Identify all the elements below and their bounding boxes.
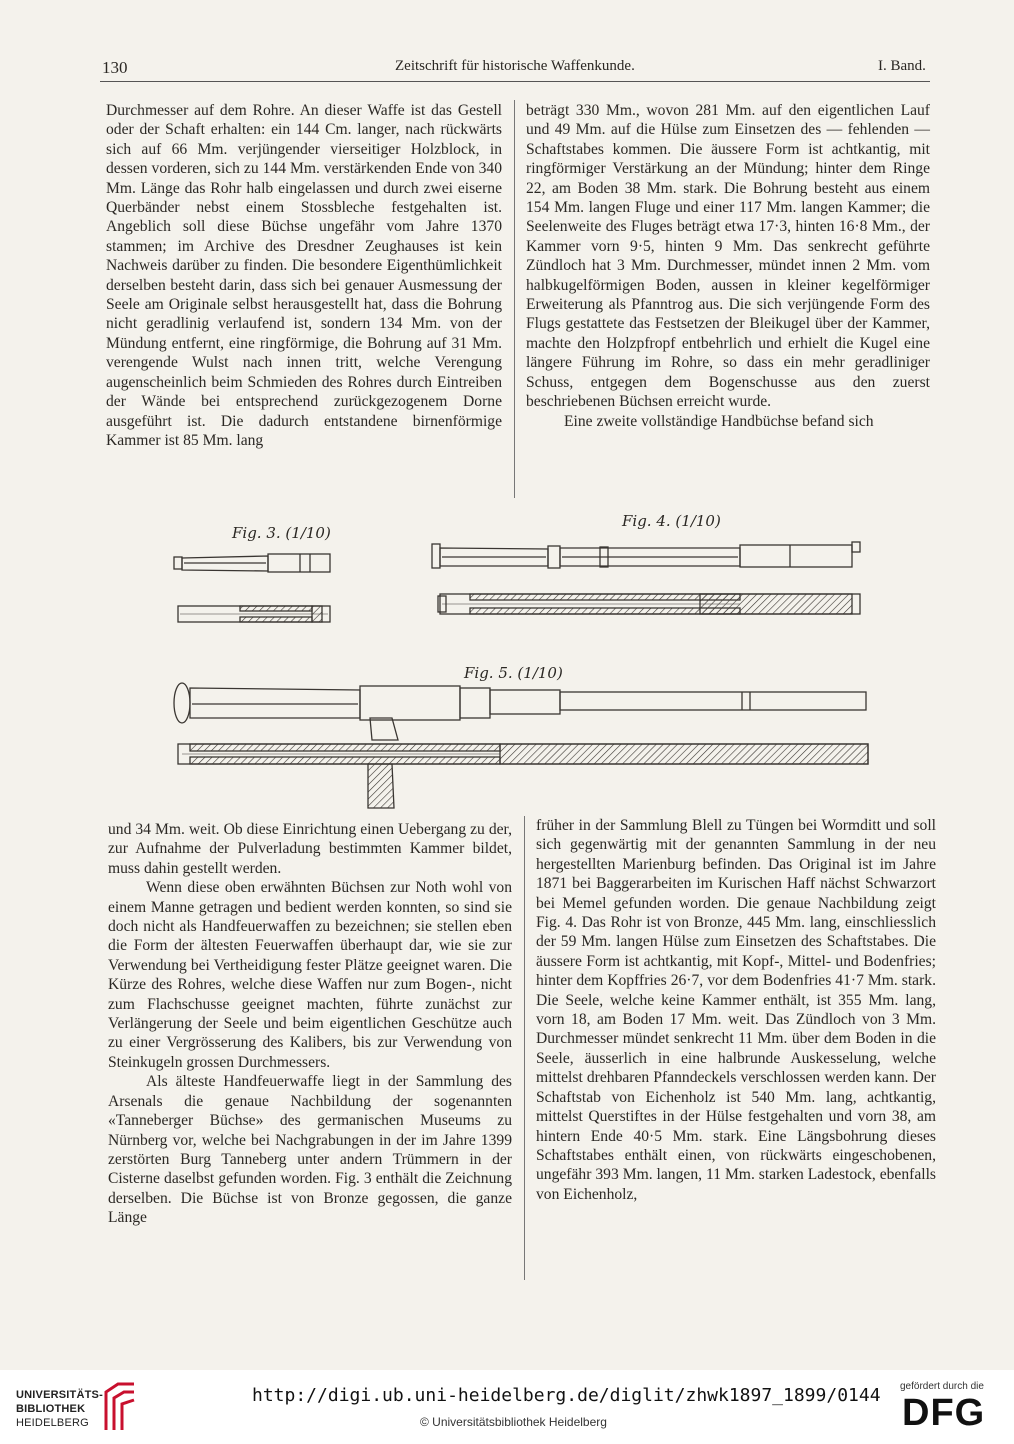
page-number: 130 <box>102 58 128 77</box>
permalink-url[interactable]: http://digi.ub.uni-heidelberg.de/diglit/zhwk1897_1899/0144 <box>252 1385 881 1406</box>
fig3-gun-section <box>178 606 330 622</box>
fig4-caption: Fig. 4. (1/10) <box>622 512 721 530</box>
fig4-gun-exterior <box>432 542 860 568</box>
viewer-footer <box>0 1370 1014 1444</box>
text-column-bottom-right <box>536 816 936 1204</box>
fig3-caption: Fig. 3. (1/10) <box>232 524 331 542</box>
dfg-logo: DFG <box>902 1392 986 1434</box>
paragraph: Wenn diese oben erwähnten Büchsen zur Noth wohl von einem Manne getragen und bedient werden konnten, so sind sie doch nicht als Handfeuerwaffen zu bezeichnen; sie stellen eben die Form der ältesten Feuerwaffen überhaupt dar, wie sie zur Verwendung bei Vertheidigung fester Plätze geeignet waren. Die Kürze des Rohres, welche diese Waffen nur zum Bogen-, nicht zum Flachschusse geeignet machten, führte zunächst zur Verlängerung der Seele und beim eigentlichen Geschütze auch zu einer Vergrösserung des Kalibers, bis zur Verwendung von Steinkugeln grossen Durchmessers. <box>108 879 512 1071</box>
paragraph: und 34 Mm. weit. Ob diese Einrichtung einen Uebergang zu der, zur Aufnahme der Pulverladung bestimmten Kammer bildet, muss dahin gestellt werden. <box>108 821 512 877</box>
fig3-gun-exterior <box>174 554 330 572</box>
paragraph: Eine zweite vollständige Handbüchse befand sich <box>564 412 874 430</box>
fig5-gun-exterior <box>174 683 866 740</box>
library-logo-icon <box>102 1380 138 1432</box>
journal-title: Zeitschrift für historische Waffenkunde. <box>395 58 635 74</box>
fig5-caption: Fig. 5. (1/10) <box>464 664 563 682</box>
fig4-gun-section <box>438 594 860 614</box>
fig5-gun-section <box>178 744 868 808</box>
paragraph: früher in der Sammlung Blell zu Tüngen bei Wormditt und soll sich gegenwärtig mit der genannten Sammlung in der neu hergestellten Marienburg befinden. Das Original ist im Jahre 1871 bei Baggerarbeiten im Kurischen Haff nächst Schwarzort bei Memel gefunden worden. Die genaue Nachbildung zeigt Fig. 4. Das Rohr ist von Bronze, 445 Mm. lang, einschliesslich der 59 Mm. langen Hülse zum Einsetzen des Schaftstabes. Die äussere Form ist achtkantig, mit Kopf-, Mittel- und Bodenfries; hinter dem Kopffries 26·7, vor dem Bodenfries 41·7 Mm. stark. Die Seele, welche keine Kammer enthält, ist 355 Mm. lang, vorn 18, am Boden 17 Mm. weit. Das Zündloch von 3 Mm. Durchmesser mündet senkrecht 11 Mm. über dem Boden in die Seele, äusserlich in eine halbrunde Auskesselung, welche mittelst drehbaren Pfanndeckels verschlossen werden kann. Der Schaftstab von Eichenholz ist 540 Mm. lang, achtkantig, mittelst Querstiftes in der Hülse festgehalten und vorn 38, am hintern Ende 40·5 Mm. stark. Eine Längsbohrung dieses Schaftstabes enthält einen, von rückwärts eingeschobenen, ungefähr 393 Mm. langen, 11 Mm. starken Ladestock, ebenfalls von Eichenholz, <box>536 817 936 1203</box>
paragraph: Als älteste Handfeuerwaffe liegt in der Sammlung des Arsenals die genaue Nachbildung der sogenannten «Tanneberger Büchse» des germanischen Museums zu Nürnberg vor, welche bei Nachgrabungen in der im Jahre 1399 zerstörten Burg Tanneberg unter andern Trümmern in der Cisterne daselbst gefunden worden. Fig. 3 enthält die Zeichnung derselben. Die Büchse ist von Bronze gegossen, die ganze Länge <box>108 1073 512 1227</box>
text-column-bottom-left <box>108 820 512 1228</box>
paragraph: Durchmesser auf dem Rohre. An dieser Waffe ist das Gestell oder der Schaft erhalten: ein 144 Cm. langer, nach rückwärts sich auf 66 Mm. verjüngender vierseitiger Holzblock, in dessen vorderen, sich zu 144 Mm. verstärkenden Ende von 340 Mm. Länge das Rohr halb eingelassen und durch zwei eiserne Querbänder nebst einem Stossbleche festgehalten ist. Angeblich soll diese Büchse ungefähr vom Jahre 1370 stammen; im Archive des Dresdner Zeughauses ist kein Nachweis darüber zu finden. Die besondere Eigenthümlichkeit derselben besteht darin, dass sich bei genauer Ausmessung der Seele am Originale selbst herausgestellt hat, dass die Bohrung nicht geradlinig verlaufend ist, sondern 134 Mm. von der Mündung entfernt, eine ringförmige, die Bohrung auf 31 Mm. verengende Wulst nach innen tritt, welche Verengung augenscheinlich beim Schmieden des Rohres durch Eintreiben der Wände bei entsprechend zurückgezogenem Dorne ausgeführt ist. Die dadurch entstandene birnenförmige Kammer ist 85 Mm. lang <box>106 102 502 449</box>
funded-by-label: gefördert durch die <box>900 1381 984 1392</box>
paragraph: beträgt 330 Mm., wovon 281 Mm. auf den eigentlichen Lauf und 49 Mm. auf die Hülse zum Einsetzen des — fehlenden — Schaftstabes kommen. Die äussere Form ist achtkantig, mit ringförmiger Verstärkung an der Mündung; hinter dem Ringe 22, am Boden 38 Mm. stark. Die Bohrung besteht aus einem 154 Mm. langen Fluge und einer 117 Mm. langen Kammer; die Seelenweite des Fluges beträgt etwa 17·3, hinten 16·8 Mm., der Kammer vorn 9·5, hinten 9 Mm. Das senkrecht geführte Zündloch hat 3 Mm. Durchmesser, mündet innen 2 Mm. vom halbkugelförmigen Boden, aussen in kleiner kegelförmiger Erweiterung als Pfanntrog aus. Die sich verjüngende Form des Flugs gestattete das Festsetzen der Bleikugel über der Kammer, machte den Holzpfropf entbehrlich und erhielt die Kugel eine längere Führung im Rohre, so dass ein mehr geradliniger Schuss, entgegen dem Bogenschusse aus den zuerst beschriebenen Büchsen erreicht wurde. <box>526 102 930 411</box>
library-name-line1: UNIVERSITÄTS- <box>16 1389 103 1401</box>
library-name-line3: HEIDELBERG <box>16 1417 89 1429</box>
library-name-line2: BIBLIOTHEK <box>16 1403 86 1415</box>
column-divider <box>524 816 525 1280</box>
volume-label: I. Band. <box>878 58 926 74</box>
copyright-notice: © Universitätsbibliothek Heidelberg <box>420 1415 607 1429</box>
